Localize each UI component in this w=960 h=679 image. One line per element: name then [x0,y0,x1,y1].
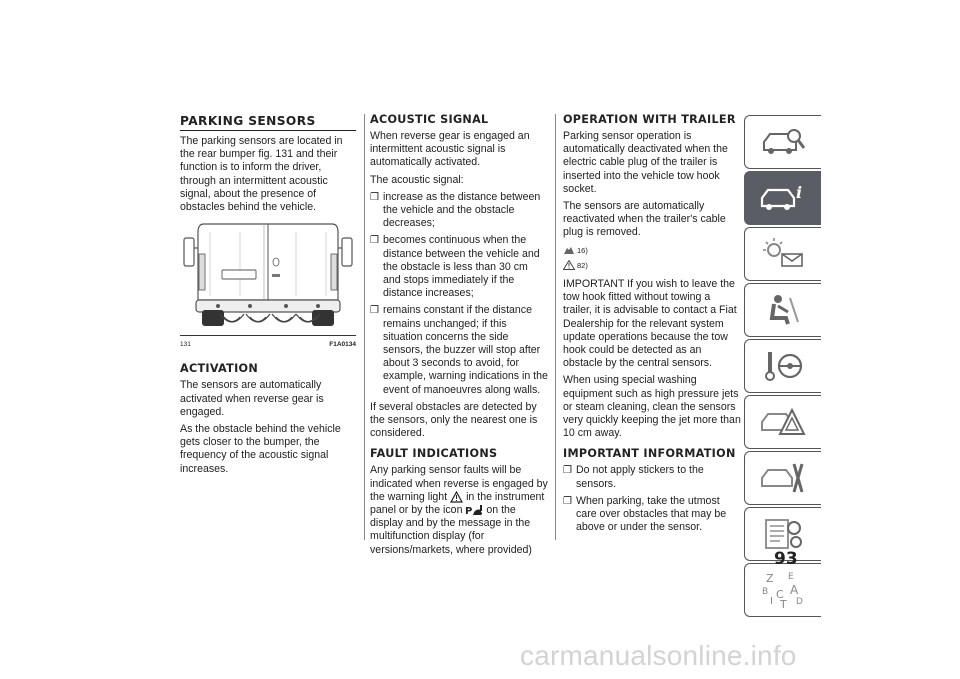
fault-text-c: on the display and by the message in the multifunction display (for versions/markets, where provided) [370,504,532,556]
section-title-parking-sensors: PARKING SENSORS [180,114,356,131]
caution-hand-icon [563,245,575,255]
tab-index[interactable] [744,563,821,617]
car-info-icon [758,180,808,216]
section-title-important-information: IMPORTANT INFORMATION [563,447,736,461]
column-divider-1 [364,114,365,540]
watermark: carmanualsonline.info [520,640,797,671]
trailer-paragraph-2: The sensors are automatically reactivated when the trailer's cable plug is removed. [563,200,726,239]
activation-paragraph-2: As the obstacle behind the vehicle gets closer to the bumper, the frequency of the acoustic signal increases. [180,423,341,475]
list-item: ❐ remains constant if the distance remains unchanged; if this situation concerns the side sensors, the buzzer will stop after about 3 seconds to avoid, for example, warning indications in the event of manoeuvres along walls. [370,304,548,396]
svg-text:i: i [796,183,803,202]
index-letter: C [776,588,784,601]
section-title-activation: ACTIVATION [180,362,259,376]
washing-paragraph: When using special washing equipment such as high pressure jets or steam cleaning, clean the sensors very quickly keeping the jet more than 10 cm away. [563,374,741,440]
figure-caption [180,335,356,351]
svg-text:P: P [465,506,473,517]
index-letter: A [790,583,799,597]
tab-starting-driving[interactable] [744,339,821,393]
car-search-icon [758,124,808,160]
figure-code: F1A0134 [329,341,356,349]
index-letter: D [796,597,803,607]
tab-getting-to-know-vehicle[interactable] [744,115,821,169]
list-item: ❐ Do not apply stickers to the sensors. [563,464,741,490]
index-letter: I [770,596,773,607]
caution-reference [563,244,741,257]
parking-sensor-fault-icon [465,504,483,516]
index-letter: B [762,587,769,597]
activation-paragraph-1: The sensors are automatically activated when reverse gear is engaged. [180,379,324,418]
tab-in-an-emergency[interactable] [744,395,821,449]
warning-light-icon [450,491,463,503]
acoustic-list [370,191,548,397]
tab-knowing-vehicle-active[interactable] [744,171,821,225]
column-middle [370,114,548,561]
tab-warning-lights[interactable] [744,227,821,281]
acoustic-paragraph-3: If several obstacles are detected by the sensors, only the nearest one is considered. [370,400,538,440]
rear-van-figure [180,218,356,331]
rear-van-illustration [180,218,356,331]
section-title-fault-indications: FAULT INDICATIONS [370,447,498,461]
warning-reference [563,259,741,272]
fault-paragraph [370,464,548,556]
page-number: 93 [774,549,798,569]
intro-paragraph: The parking sensors are located in the rear bumper fig. 131 and their function is to inform the driver, through an intermittent acoustic signal, about the presence of obstacles behind the vehicle. [180,135,343,214]
trailer-paragraph-1: Parking sensor operation is automatically deactivated when the electric cable plug of the trailer is inserted into the vehicle tow hook socket. [563,130,728,195]
car-warning-triangle-icon [758,404,808,440]
index-letter: T [780,598,787,610]
list-item: ❐ increase as the distance between the vehicle and the obstacle decreases; [370,191,548,231]
warning-reference-number: 82) [577,260,588,270]
column-left [180,114,356,480]
index-letter: Z [766,572,774,585]
warning-triangle-icon [563,260,575,270]
tab-maintenance[interactable] [744,451,821,505]
list-item: ❐ When parking, take the utmost care over obstacles that may be above or under the sensor. [563,495,741,535]
seat-airbag-icon [758,292,808,328]
acoustic-paragraph-2: The acoustic signal: [370,173,464,186]
section-title-operation-with-trailer: OPERATION WITH TRAILER [563,113,736,126]
index-letter: E [788,572,794,582]
acoustic-paragraph-1: When reverse gear is engaged an intermittent acoustic signal is automatically activated. [370,130,530,169]
chapter-tabs [744,115,821,619]
key-steering-wheel-icon [758,348,808,384]
caution-reference-number: 16) [577,245,588,255]
column-right [563,114,741,538]
alphabetical-index-icon [758,570,808,610]
fault-text-b: in the instrument panel or by the icon [370,490,545,517]
column-divider-2 [555,114,556,540]
specifications-gear-icon [758,516,808,552]
section-title-acoustic-signal: ACOUSTIC SIGNAL [370,113,489,126]
warning-light-message-icon [758,236,808,272]
tab-safety[interactable] [744,283,821,337]
important-tow-hook-paragraph: IMPORTANT If you wish to leave the tow hook fitted without towing a trailer, it is advisable to contact a Fiat Dealership for the relevant system update operations because the tow hook could be detected as an obstacle by the central sensors. [563,278,737,370]
car-tools-icon [758,460,808,496]
important-information-list [563,464,741,534]
figure-number: 131 [180,341,191,349]
fault-text-a: Any parking sensor faults will be indicated when reverse is engaged by the warning light [370,464,548,503]
list-item: ❐ becomes continuous when the distance between the vehicle and the obstacle is less than 30 cm and stops immediately if the distance increases; [370,234,548,300]
